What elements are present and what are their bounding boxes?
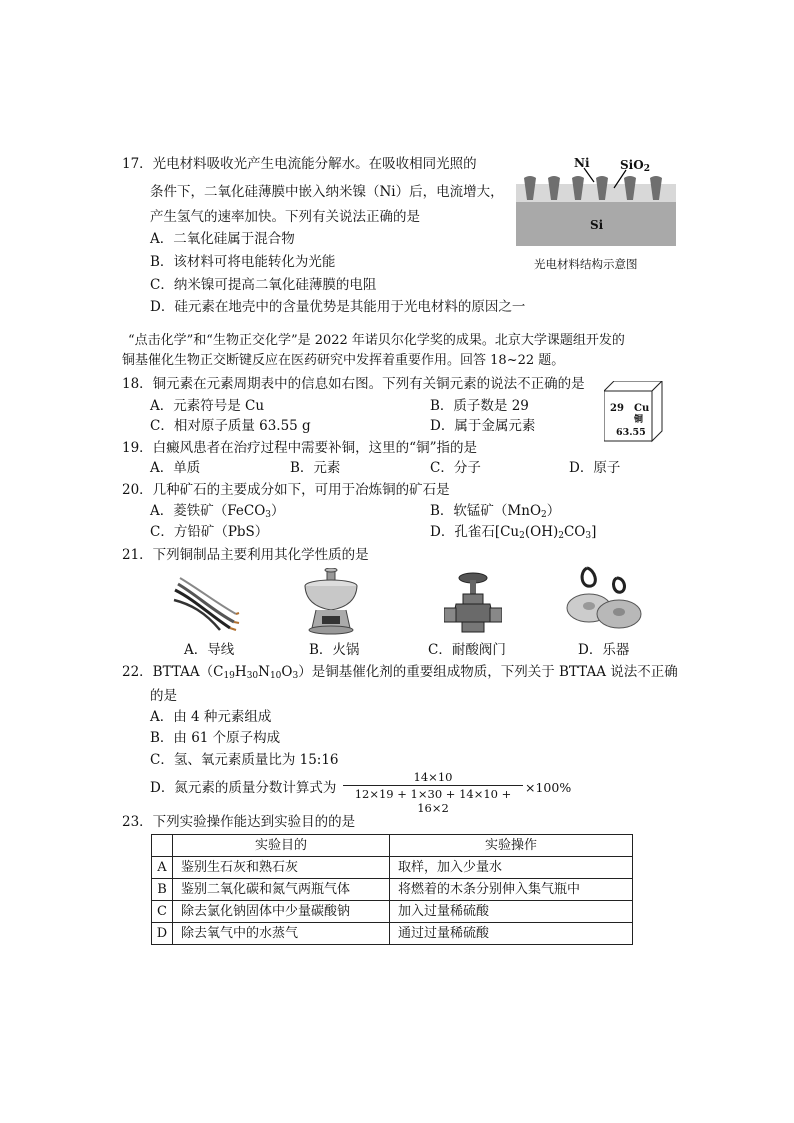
table-cell: C: [152, 901, 173, 923]
table-header-cell: 实验操作: [390, 835, 633, 857]
experiment-table: [151, 834, 633, 945]
table-cell: 通过过量稀硫酸: [390, 923, 633, 945]
wire-image: [170, 570, 240, 635]
figure-caption: 光电材料结构示意图: [534, 257, 638, 271]
table-row: [152, 923, 633, 945]
q19-stem: 19．白癜风患者在治疗过程中需要补铜，这里的“铜”指的是: [122, 440, 477, 456]
q17-stem-line1: 17．光电材料吸收光产生电流能分解水。在吸收相同光照的: [122, 156, 477, 172]
q17-option-a: A．二氧化硅属于混合物: [150, 231, 295, 247]
intro-line1: “点击化学”和“生物正交化学”是 2022 年诺贝尔化学奖的成果。北京大学课题组开发的: [128, 333, 625, 348]
atomic-number: 29: [610, 403, 624, 414]
table-row: [152, 901, 633, 923]
cymbal-image: [565, 564, 643, 636]
hotpot-icon: [300, 568, 362, 636]
q18-option-a: A．元素符号是 Cu: [150, 398, 265, 414]
q20-option-b: B．软锰矿（MnO$_2$）: [430, 503, 561, 520]
q19-option-b: B．元素: [290, 460, 341, 476]
mass-fraction-formula: [343, 770, 523, 815]
q21-option-c: C．耐酸阀门: [428, 642, 506, 658]
formula-times-percent: ×100%: [525, 780, 572, 795]
photoelectric-material-diagram: [516, 154, 676, 249]
q20-option-a: A．菱铁矿（FeCO$_3$）: [150, 503, 285, 520]
q22-stem-line2: 的是: [150, 688, 177, 704]
table-header-row: [152, 835, 633, 857]
q17-option-b: B．该材料可将电能转化为光能: [150, 254, 336, 270]
table-cell: 取样，加入少量水: [390, 857, 633, 879]
table-row: [152, 857, 633, 879]
table-cell: 鉴别生石灰和熟石灰: [173, 857, 390, 879]
q20-option-c: C．方铅矿（PbS）: [150, 524, 269, 540]
table-row: [152, 879, 633, 901]
q18-option-b: B．质子数是 29: [430, 398, 529, 414]
q18-option-d: D．属于金属元素: [430, 418, 536, 434]
intro-line2: 铜基催化生物正交断键反应在医药研究中发挥着重要作用。回答 18~22 题。: [122, 353, 565, 368]
table-cell: 除去氯化钠固体中少量碳酸钠: [173, 901, 390, 923]
q17-option-d: D．硅元素在地壳中的含量优势是其能用于光电材料的原因之一: [150, 299, 526, 315]
table-cell: A: [152, 857, 173, 879]
q22-option-a: A．由 4 种元素组成: [150, 709, 272, 725]
q21-option-a: A．导线: [184, 642, 235, 658]
label-si: Si: [590, 218, 604, 232]
q19-option-d: D．原子: [569, 460, 621, 476]
fraction-bar: [343, 785, 523, 786]
table-cell: 鉴别二氧化碳和氮气两瓶气体: [173, 879, 390, 901]
ni-pointer: [584, 168, 594, 182]
element-name: 铜: [634, 415, 644, 425]
table-cell: 将燃着的木条分别伸入集气瓶中: [390, 879, 633, 901]
q20-stem: 20．几种矿石的主要成分如下，可用于冶炼铜的矿石是: [122, 482, 450, 498]
q19-option-c: C．分子: [430, 460, 481, 476]
q22-option-c: C．氢、氧元素质量比为 15:16: [150, 752, 339, 768]
valve-image: [444, 570, 502, 636]
q18-stem: 18．铜元素在元素周期表中的信息如右图。下列有关铜元素的说法不正确的是: [122, 376, 585, 392]
q17-stem-line2: 条件下，二氧化硅薄膜中嵌入纳米镍（Ni）后，电流增大，: [150, 184, 504, 200]
q19-option-a: A．单质: [150, 460, 201, 476]
q21-stem: 21．下列铜制品主要利用其化学性质的是: [122, 547, 369, 563]
table-cell: D: [152, 923, 173, 945]
formula-denominator: 12×19 + 1×30 + 14×10 + 16×2: [354, 787, 512, 815]
q22-option-d: D．氮元素的质量分数计算式为: [150, 780, 337, 796]
table-header-cell: 实验目的: [173, 835, 390, 857]
table-cell: 加入过量稀硫酸: [390, 901, 633, 923]
q18-option-c: C．相对原子质量 63.55 g: [150, 418, 311, 434]
label-ni: Ni: [574, 156, 590, 170]
q17-structure-figure: [516, 154, 676, 274]
cymbal-icon: [565, 564, 643, 636]
q17-stem-line3: 产生氢气的速率加快。下列有关说法正确的是: [150, 209, 420, 225]
copper-element-cell: [604, 381, 664, 447]
formula-numerator: 14×10: [413, 770, 453, 784]
hotpot-image: [300, 568, 362, 636]
q22-option-b: B．由 61 个原子构成: [150, 730, 281, 746]
q20-option-d: D．孔雀石$[Cu_2(OH)_2CO_3]$: [430, 524, 597, 541]
q23-stem: 23．下列实验操作能达到实验目的的是: [122, 814, 356, 830]
table-cell: 除去氧气中的水蒸气: [173, 923, 390, 945]
table-header-cell: [152, 835, 173, 857]
q21-option-d: D．乐器: [578, 642, 630, 658]
valve-icon: [444, 570, 502, 636]
element-symbol: Cu: [634, 403, 650, 414]
wire-icon: [170, 570, 240, 635]
q17-option-c: C．纳米镍可提高二氧化硅薄膜的电阻: [150, 277, 377, 293]
q21-option-b: B．火锅: [309, 642, 360, 658]
label-sio2: SiO$_2$: [620, 158, 650, 174]
q22-stem-line1: 22．$BTTAA(C_{19}H_{30}N_{10}O_3)$是铜基催化剂的重要组成物质，下列关于 BTTAA 说法不正确: [122, 664, 678, 681]
atomic-mass: 63.55: [616, 427, 646, 438]
table-cell: B: [152, 879, 173, 901]
